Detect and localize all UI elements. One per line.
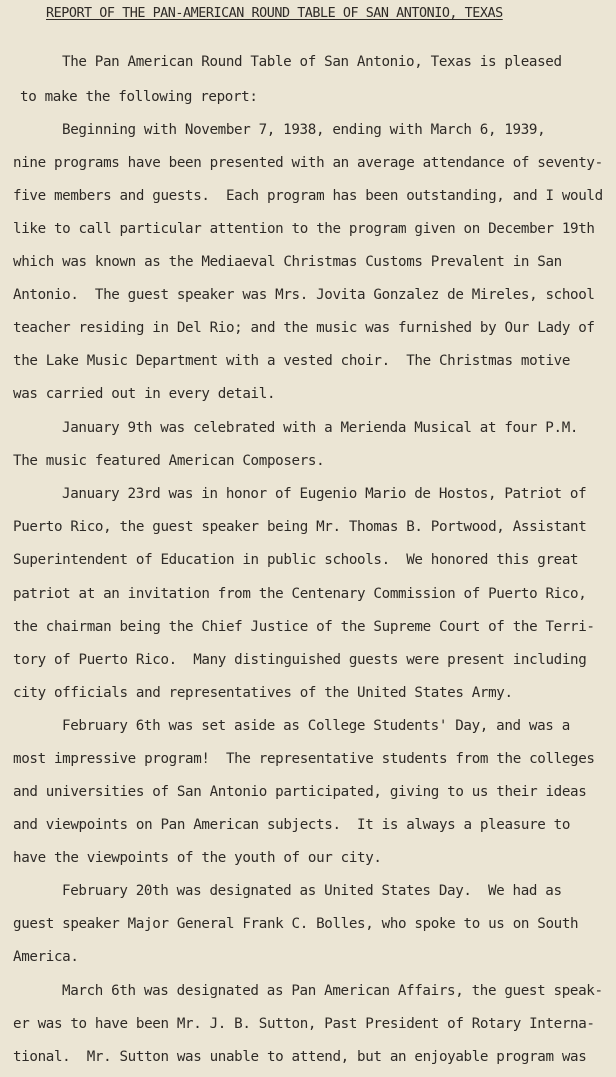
text-line: The music featured American Composers. (13, 453, 325, 469)
text-line: tional. Mr. Sutton was unable to attend, but an enjoyable program was (13, 1049, 587, 1065)
text-line: er was to have been Mr. J. B. Sutton, Past President of Rotary Interna- (13, 1016, 595, 1032)
text-line: January 23rd was in honor of Eugenio Mario de Hostos, Patriot of (62, 486, 587, 502)
text-line: February 20th was designated as United States Day. We had as (62, 883, 562, 899)
text-line: Beginning with November 7, 1938, ending with March 6, 1939, (62, 122, 546, 138)
text-line: The Pan American Round Table of San Antonio, Texas is pleased (62, 54, 562, 70)
text-line: have the viewpoints of the youth of our city. (13, 850, 382, 866)
text-line: nine programs have been presented with an average attendance of seventy- (13, 155, 603, 171)
text-line: guest speaker Major General Frank C. Bolles, who spoke to us on South (13, 916, 579, 932)
text-line: February 6th was set aside as College Students' Day, and was a (62, 718, 570, 734)
text-line: the chairman being the Chief Justice of the Supreme Court of the Terri- (13, 619, 595, 635)
text-line: which was known as the Mediaeval Christmas Customs Prevalent in San (13, 254, 562, 270)
text-line: city officials and representatives of the United States Army. (13, 685, 513, 701)
text-line: tory of Puerto Rico. Many distinguished guests were present including (13, 652, 587, 668)
text-line: most impressive program! The representative students from the colleges (13, 751, 595, 767)
text-line: like to call particular attention to the program given on December 19th (13, 221, 595, 237)
text-line: Superintendent of Education in public schools. We honored this great (13, 552, 579, 568)
text-line: Puerto Rico, the guest speaker being Mr. Thomas B. Portwood, Assistant (13, 519, 587, 535)
text-line: was carried out in every detail. (13, 386, 276, 402)
text-line: March 6th was designated as Pan American Affairs, the guest speak- (62, 983, 603, 999)
text-line: teacher residing in Del Rio; and the music was furnished by Our Lady of (13, 320, 595, 336)
text-line: patriot at an invitation from the Centenary Commission of Puerto Rico, (13, 586, 587, 602)
text-line: January 9th was celebrated with a Merienda Musical at four P.M. (62, 420, 579, 436)
text-line: to make the following report: (20, 89, 258, 105)
document-title: REPORT OF THE PAN-AMERICAN ROUND TABLE OF SAN ANTONIO, TEXAS (46, 6, 503, 21)
text-line: five members and guests. Each program has been outstanding, and I would (13, 188, 603, 204)
text-line: the Lake Music Department with a vested choir. The Christmas motive (13, 353, 571, 369)
text-line: America. (13, 949, 79, 965)
text-line: and viewpoints on Pan American subjects. It is always a pleasure to (13, 817, 571, 833)
text-line: Antonio. The guest speaker was Mrs. Jovita Gonzalez de Mireles, school (13, 287, 595, 303)
text-line: and universities of San Antonio participated, giving to us their ideas (13, 784, 587, 800)
